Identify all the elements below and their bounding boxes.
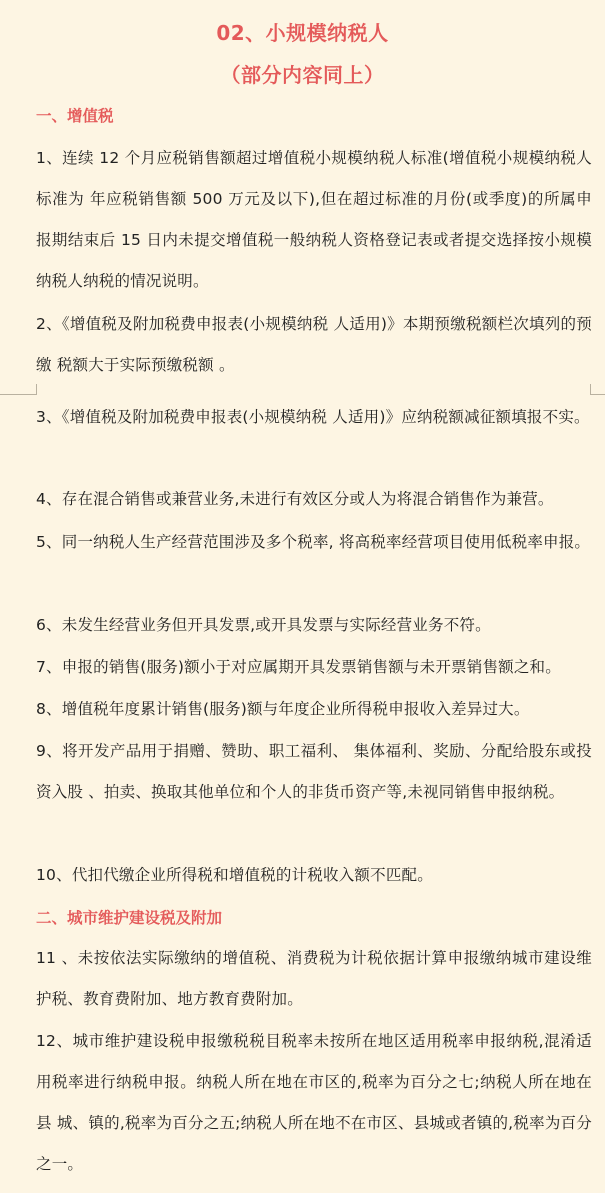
list-item: 7、申报的销售(服务)额小于对应属期开具发票销售额与未开票销售额之和。 bbox=[36, 658, 561, 676]
section-heading-city-tax: 二、城市维护建设税及附加 bbox=[36, 909, 223, 927]
list-item: 8、增值税年度累计销售(服务)额与年度企业所得税申报收入差异过大。 bbox=[36, 700, 530, 718]
list-item: 5、同一纳税人生产经营范围涉及多个税率, 将高税率经营项目使用低税率申报。 bbox=[36, 533, 591, 551]
list-item: 1、连续 12 个月应税销售额超过增值税小规模纳税人标准(增值税小规模纳税人标准为 年应税销售额 500 万元及以下),但在超过标准的月份(或季度)的所属申报期结束后 15 日内未提交增值税一般纳税人资格登记表或者提交选择按小规模纳税人纳税的情况说明。 bbox=[36, 149, 592, 290]
page-title: 02、小规模纳税人 bbox=[216, 21, 389, 45]
list-item: 4、存在混合销售或兼营业务,未进行有效区分或人为将混合销售作为兼营。 bbox=[36, 490, 554, 508]
page-break-left-marker bbox=[0, 384, 37, 395]
page-break-divider bbox=[0, 384, 605, 396]
list-item: 9、将开发产品用于捐赠、赞助、职工福利、 集体福利、奖励、分配给股东或投资入股 、拍卖、换取其他单位和个人的非货币资产等,未视同销售申报纳税。 bbox=[36, 742, 592, 801]
page-subtitle: （部分内容同上） bbox=[220, 63, 385, 87]
list-item: 2、《增值税及附加税费申报表(小规模纳税 人适用)》本期预缴税额栏次填列的预缴 税额大于实际预缴税额 。 bbox=[36, 315, 592, 374]
list-item: 6、未发生经营业务但开具发票,或开具发票与实际经营业务不符。 bbox=[36, 616, 491, 634]
list-item: 10、代扣代缴企业所得税和增值税的计税收入额不匹配。 bbox=[36, 866, 433, 884]
list-item: 11 、未按依法实际缴纳的增值税、消费税为计税依据计算申报缴纳城市建设维护税、教育费附加、地方教育费附加。 bbox=[36, 949, 592, 1008]
list-item: 3、《增值税及附加税费申报表(小规模纳税 人适用)》应纳税额减征额填报不实。 bbox=[36, 408, 590, 426]
section-heading-vat: 一、增值税 bbox=[36, 107, 114, 125]
list-item: 12、城市维护建设税申报缴税税目税率未按所在地区适用税率申报纳税,混淆适 用税率进行纳税申报。纳税人所在地在市区的,税率为百分之七;纳税人所在地在县 城、镇的,税率为百分之五;纳税人所在地不在市区、县城或者镇的,税率为百分之一。 bbox=[36, 1032, 592, 1173]
page-break-right-marker bbox=[590, 384, 605, 395]
